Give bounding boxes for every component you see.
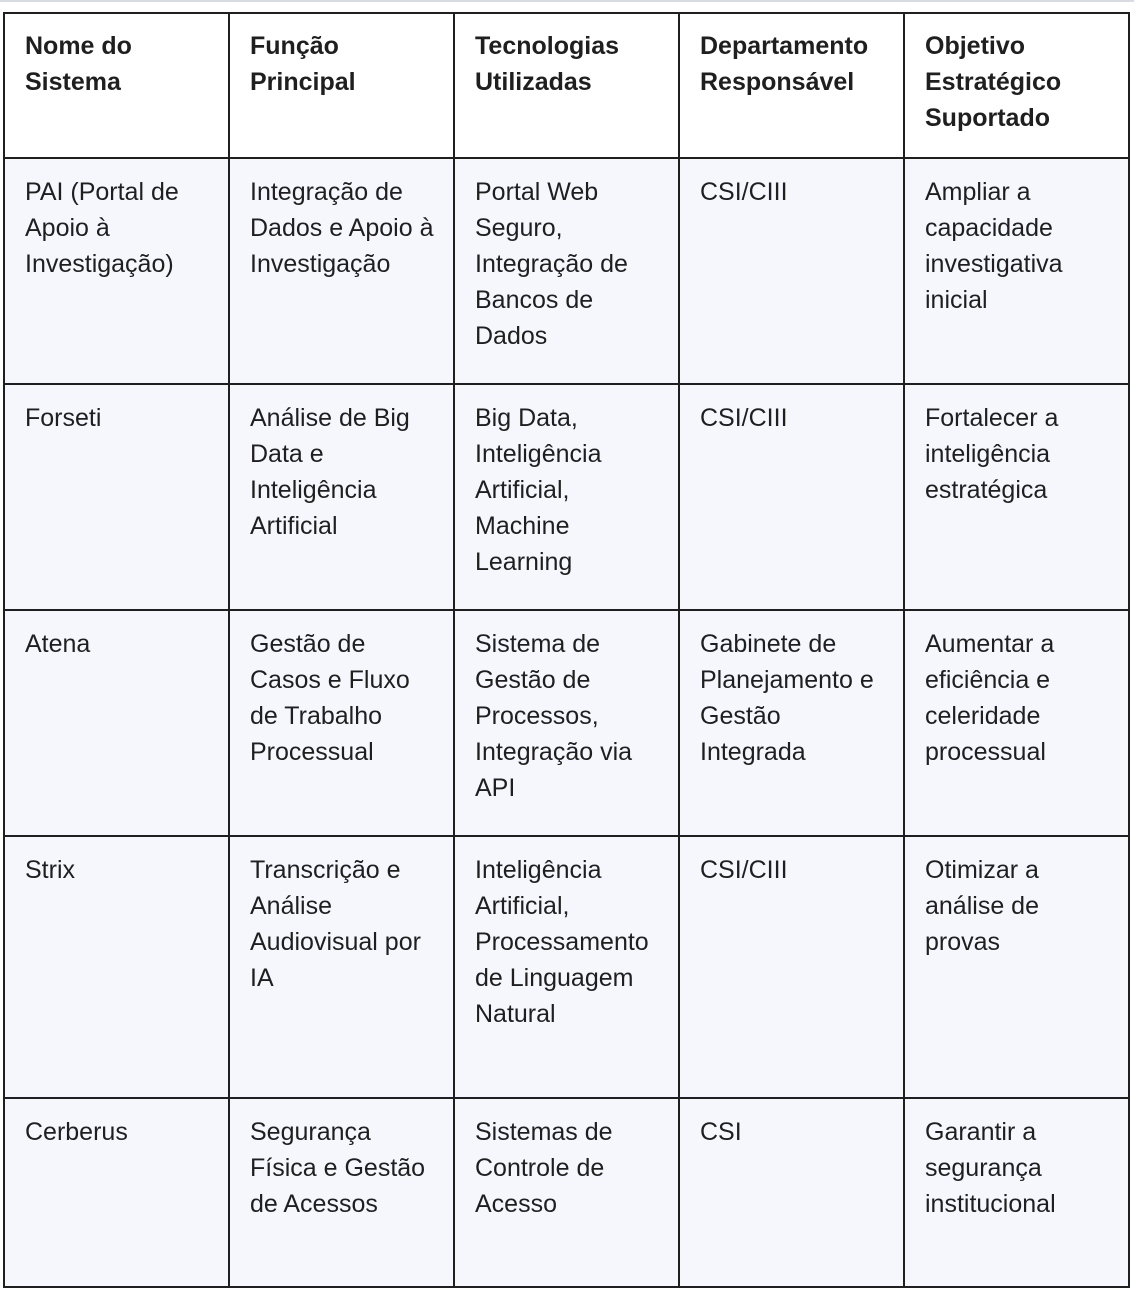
cell-objetivo: Aumentar a eficiência e celeridade processual: [904, 610, 1129, 836]
cell-departamento: CSI/CIII: [679, 836, 904, 1098]
cell-objetivo: Fortalecer a inteligência estratégica: [904, 384, 1129, 610]
cell-funcao: Integração de Dados e Apoio à Investigação: [229, 158, 454, 384]
systems-table: [3, 12, 1130, 1288]
table-header-row: [4, 13, 1129, 158]
header-funcao-principal: Função Principal: [229, 13, 454, 158]
cell-objetivo: Garantir a segurança institucional: [904, 1098, 1129, 1287]
header-departamento-responsavel: Departamento Responsável: [679, 13, 904, 158]
cell-nome: Atena: [4, 610, 229, 836]
cell-objetivo: Ampliar a capacidade investigativa inicial: [904, 158, 1129, 384]
cell-departamento: CSI/CIII: [679, 158, 904, 384]
header-nome-do-sistema: Nome do Sistema: [4, 13, 229, 158]
cell-nome: Cerberus: [4, 1098, 229, 1287]
cell-departamento: Gabinete de Planejamento e Gestão Integrada: [679, 610, 904, 836]
cell-nome: Strix: [4, 836, 229, 1098]
table-row: [4, 1098, 1129, 1287]
cell-tecnologias: Portal Web Seguro, Integração de Bancos de Dados: [454, 158, 679, 384]
top-divider: [0, 0, 1134, 2]
cell-funcao: Segurança Física e Gestão de Acessos: [229, 1098, 454, 1287]
cell-tecnologias: Sistemas de Controle de Acesso: [454, 1098, 679, 1287]
table-row: [4, 836, 1129, 1098]
table-row: [4, 610, 1129, 836]
header-objetivo-estrategico: Objetivo Estratégico Suportado: [904, 13, 1129, 158]
cell-funcao: Gestão de Casos e Fluxo de Trabalho Processual: [229, 610, 454, 836]
header-tecnologias-utilizadas: Tecnologias Utilizadas: [454, 13, 679, 158]
cell-tecnologias: Inteligência Artificial, Processamento de Linguagem Natural: [454, 836, 679, 1098]
cell-departamento: CSI/CIII: [679, 384, 904, 610]
table-row: [4, 384, 1129, 610]
cell-tecnologias: Sistema de Gestão de Processos, Integração via API: [454, 610, 679, 836]
cell-funcao: Análise de Big Data e Inteligência Artificial: [229, 384, 454, 610]
cell-nome: Forseti: [4, 384, 229, 610]
table-row: [4, 158, 1129, 384]
cell-tecnologias: Big Data, Inteligência Artificial, Machine Learning: [454, 384, 679, 610]
cell-funcao: Transcrição e Análise Audiovisual por IA: [229, 836, 454, 1098]
cell-departamento: CSI: [679, 1098, 904, 1287]
cell-objetivo: Otimizar a análise de provas: [904, 836, 1129, 1098]
cell-nome: PAI (Portal de Apoio à Investigação): [4, 158, 229, 384]
